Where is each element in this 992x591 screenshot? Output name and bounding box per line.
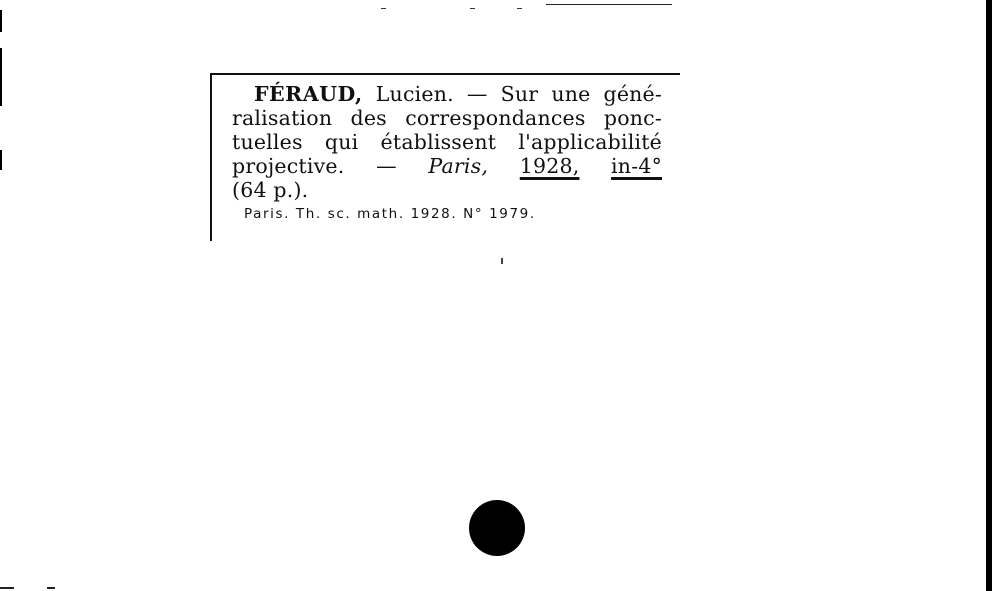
scan-edge-right xyxy=(986,0,992,591)
publication-year: 1928, xyxy=(519,154,580,178)
scan-dust-mark xyxy=(0,587,14,589)
entry-line-4 xyxy=(232,154,662,178)
scan-edge-mark xyxy=(0,48,2,106)
publication-place: Paris, xyxy=(428,154,489,178)
title-end: projective. xyxy=(232,154,345,178)
author-given-name: Lucien. xyxy=(375,82,454,106)
scan-edge-mark xyxy=(0,10,2,32)
scan-dust-mark xyxy=(47,587,55,589)
scan-dust-mark xyxy=(517,8,522,9)
card-top-border xyxy=(210,73,680,75)
scan-dust-mark xyxy=(470,8,475,9)
entry-line-3: tuelles qui établissent l'applicabilité xyxy=(232,130,662,154)
punch-hole xyxy=(469,500,525,556)
scan-dust-mark xyxy=(381,8,386,9)
scan-edge-mark xyxy=(0,150,2,170)
entry-line-2: ralisation des correspondances ponc- xyxy=(232,106,662,130)
catalog-card xyxy=(210,73,680,241)
bibliographic-entry xyxy=(232,82,662,202)
thesis-note: Paris. Th. sc. math. 1928. N° 1979. xyxy=(244,206,536,222)
card-left-border xyxy=(210,73,212,241)
dash: — xyxy=(376,154,397,178)
format: in-4° xyxy=(611,154,663,178)
title-start: Sur une géné- xyxy=(500,82,663,106)
scan-top-rule xyxy=(546,4,672,5)
dash: — xyxy=(466,82,488,106)
scan-dust-mark xyxy=(501,258,503,264)
entry-line-1 xyxy=(232,82,662,106)
entry-line-5: (64 p.). xyxy=(232,178,309,202)
author-surname: FÉRAUD, xyxy=(254,82,363,106)
